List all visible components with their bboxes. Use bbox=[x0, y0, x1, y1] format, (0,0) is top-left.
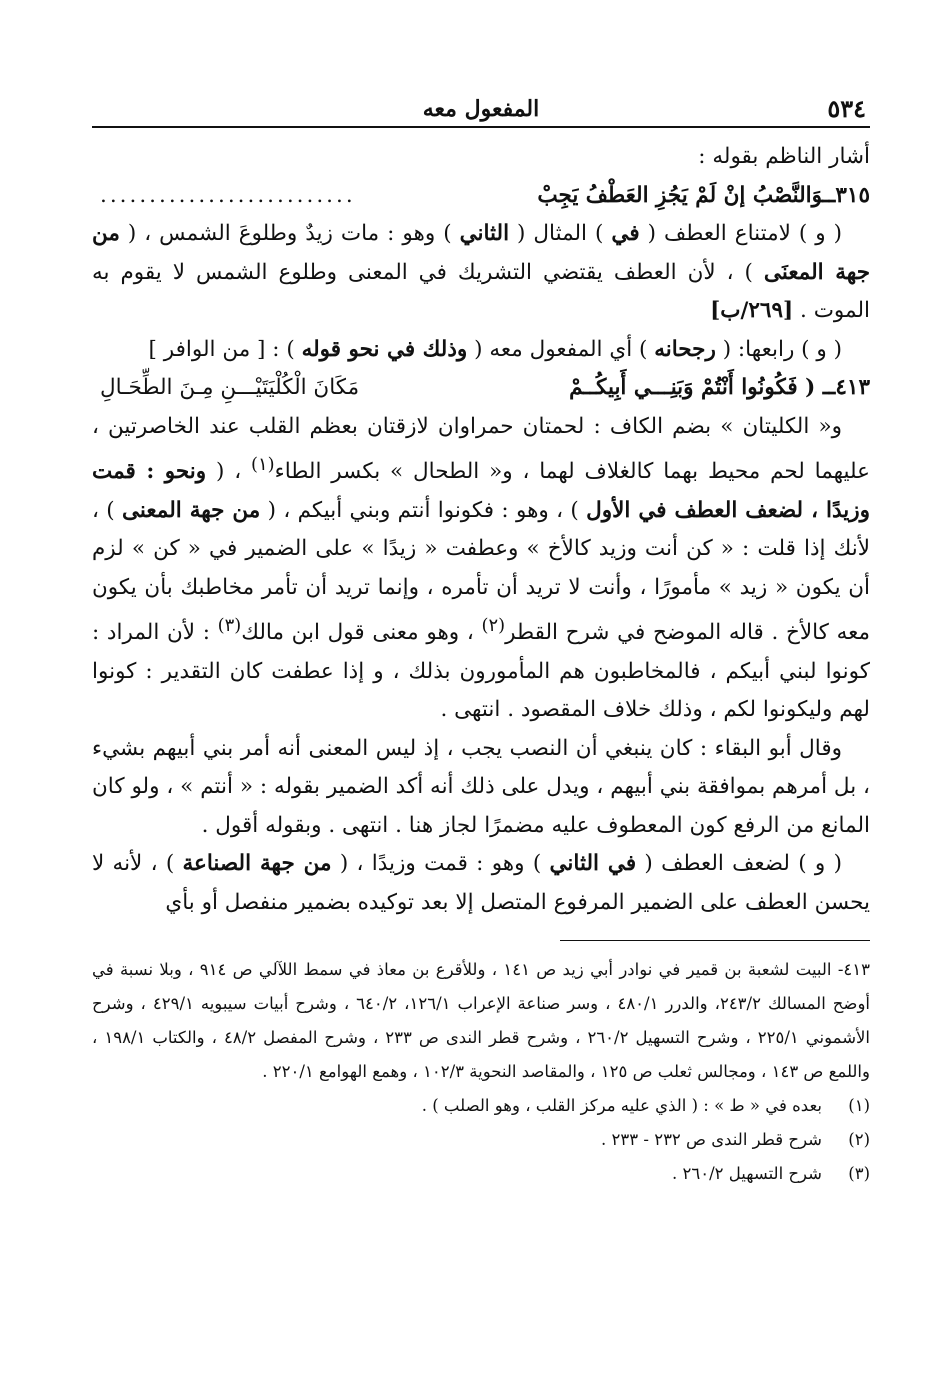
text-run: ، وهو معنى قول ابن مالك bbox=[241, 620, 482, 646]
verse-413-hemistich-1: ٤١٣ــ ( فَكُونُوا أَنْتُمْ وَبَنِـــي أَبِيكُــمْ bbox=[569, 375, 870, 400]
text-run: ) : [ من الوافر ] bbox=[148, 336, 302, 362]
text-run: ) ، لأنه لا يحسن العطف على الضمير المرفوع المتصل إلا بعد توكيده بضمير منفصل أو بأي bbox=[92, 851, 870, 915]
footnotes bbox=[92, 953, 870, 1191]
text-run: ) المثال ( bbox=[509, 221, 612, 246]
text-run: ) أي المفعول معه ( bbox=[467, 336, 655, 362]
text-run: ) ، وهو : فكونوا أنتم وبني أبيكم ، ( bbox=[260, 497, 587, 523]
main-text bbox=[92, 138, 870, 922]
text-run: ( و ) لضعف العطف ( bbox=[636, 851, 842, 877]
page-number: ٥٣٤ bbox=[827, 94, 866, 123]
paragraph-1 bbox=[92, 215, 870, 331]
paragraph-3 bbox=[92, 408, 870, 730]
text-run: ، ( bbox=[206, 459, 251, 485]
footnote-marker[interactable]: (٣) bbox=[217, 615, 242, 637]
footnote-3 bbox=[92, 1157, 870, 1191]
bold-run: من جهة الصناعة bbox=[182, 851, 332, 877]
bold-run: في bbox=[611, 221, 640, 246]
bold-run: رجحانه bbox=[654, 336, 716, 362]
footnote-marker[interactable]: (١) bbox=[250, 454, 275, 475]
footnote-1 bbox=[92, 1089, 870, 1123]
footnote-number: (١) bbox=[848, 1096, 870, 1116]
text-run: ) وهو : مات زيدٌ وطلوعَ الشمس ، ( bbox=[119, 221, 460, 246]
footnote-number: (٢) bbox=[848, 1130, 870, 1150]
verse-315-hemistich-1: ٣١٥ــوَالنَّصْبُ إنْ لَمْ يَجُزِ العَطْفُ يَجِبْ bbox=[537, 182, 870, 208]
intro-line: أشار الناظم بقوله : bbox=[698, 144, 870, 169]
verse-315-hemistich-2: .......................... bbox=[100, 182, 356, 208]
page-header bbox=[92, 90, 870, 128]
bold-run: في الثاني bbox=[549, 851, 637, 877]
paragraph-4: وقال أبو البقاء : كان ينبغي أن النصب يجب ، إذ ليس المعنى أنه أمر بني أبيهم بشيء ، بل أمرهم بموافقة بني أبيهم ، ويدل على ذلك أنه أكد الضمير بقوله : « أنتم » ، ولو كان المانع من الرفع كون المعطوف عليه مضمرًا لجاز هنا . انتهى . وبقوله أقول . bbox=[92, 735, 870, 838]
footnote-separator bbox=[560, 940, 870, 941]
bold-run: من جهة المعنَى bbox=[92, 221, 870, 285]
running-title: المفعول معه bbox=[422, 96, 540, 122]
verse-315 bbox=[92, 177, 870, 216]
footnote-2 bbox=[92, 1123, 870, 1157]
bold-run: الثاني bbox=[459, 221, 510, 246]
verse-413-hemistich-2: مَكَانَ الْكُلْيَتَيْـــنِ مِـنَ الطِّحَـالِ bbox=[100, 375, 360, 400]
bold-run: ونحو : قمت وزيدًا ، لضعف العطف في الأول bbox=[92, 459, 870, 523]
manuscript-ref: [٢٦٩/ب] bbox=[710, 298, 794, 323]
book-page bbox=[92, 90, 870, 1370]
text-run: ) ، لأن العطف يقتضي التشريك في المعنى وطلوع الشمس لا يقوم به الموت . bbox=[92, 259, 870, 323]
footnote-text: شرح قطر الندى ص ٢٣٢ - ٢٣٣ . bbox=[601, 1130, 822, 1150]
text-run: ) وهو : قمت وزيدًا ، ( bbox=[331, 851, 550, 877]
paragraph-5 bbox=[92, 845, 870, 922]
footnote-text: شرح التسهيل ٢٦٠/٢ . bbox=[672, 1164, 822, 1184]
bold-run: وذلك في نحو قوله bbox=[301, 336, 468, 362]
verse-413 bbox=[92, 369, 870, 408]
text-run: : لأن المراد : كونوا لبني أبيكم ، فالمخاطبون هم المأمورون بذلك ، و إذا عطفت كان التقدير : كونوا لهم وليكونوا لكم ، وذلك خلاف المقصود . انتهى . bbox=[92, 620, 870, 723]
footnote-text: بعده في « ط » : ( الذي عليه مركز القلب ، وهو الصلب ) . bbox=[421, 1096, 822, 1116]
text-run: و« الكليتان » بضم الكاف : لحمتان حمراوان لازقتان بعظم القلب عند الخاصرتين ، عليهما لحم محيط بهما كالغلاف لهما ، و« الطحال » بكسر الطاء bbox=[92, 413, 870, 485]
text-run: ( و ) رابعها: ( bbox=[715, 336, 842, 362]
footnote-marker[interactable]: (٢) bbox=[481, 615, 506, 637]
text-run: ( و ) لامتناع العطف ( bbox=[639, 221, 842, 246]
text-run: ) ، لأنك إذا قلت : « كن أنت وزيد كالأخ » وعطفت « زيدًا » على الضمير في « كن » لزم أن يكون « زيد » مأمورًا ، وأنت لا تريد أن تأمره ، وإنما تريد أن تأمر مخاطبك بأن يكون معه كالأخ . قاله الموضح في شرح القطر bbox=[92, 497, 870, 646]
bold-run: من جهة المعنى bbox=[121, 497, 261, 523]
footnote-number: (٣) bbox=[848, 1164, 870, 1184]
footnote-413: ٤١٣- البيت لشعبة بن قمير في نوادر أبي زيد ص ١٤١ ، وللأقرع بن معاذ في سمط اللآلي ص ٩١٤ ، وبلا نسبة في أوضح المسالك ٢٤٣/٢، والدرر ٤٨٠/١ ، وسر صناعة الإعراب ١٢٦/١، ٦٤٠/٢ ، وشرح أبيات سيبويه ٤٢٩/١ ، وشرح الأشموني ٢٢٥/١ ، وشرح التسهيل ٢٦٠/٢ ، وشرح قطر الندى ص ٢٣٣ ، وشرح المفصل ٤٨/٢ ، والكتاب ١٩٨/١ ، واللمع ص ١٤٣ ، ومجالس ثعلب ص ١٢٥ ، والمقاصد النحوية ١٠٢/٣ ، وهمع الهوامع ٢٢٠/١ . bbox=[92, 960, 871, 1082]
paragraph-2 bbox=[92, 331, 870, 370]
